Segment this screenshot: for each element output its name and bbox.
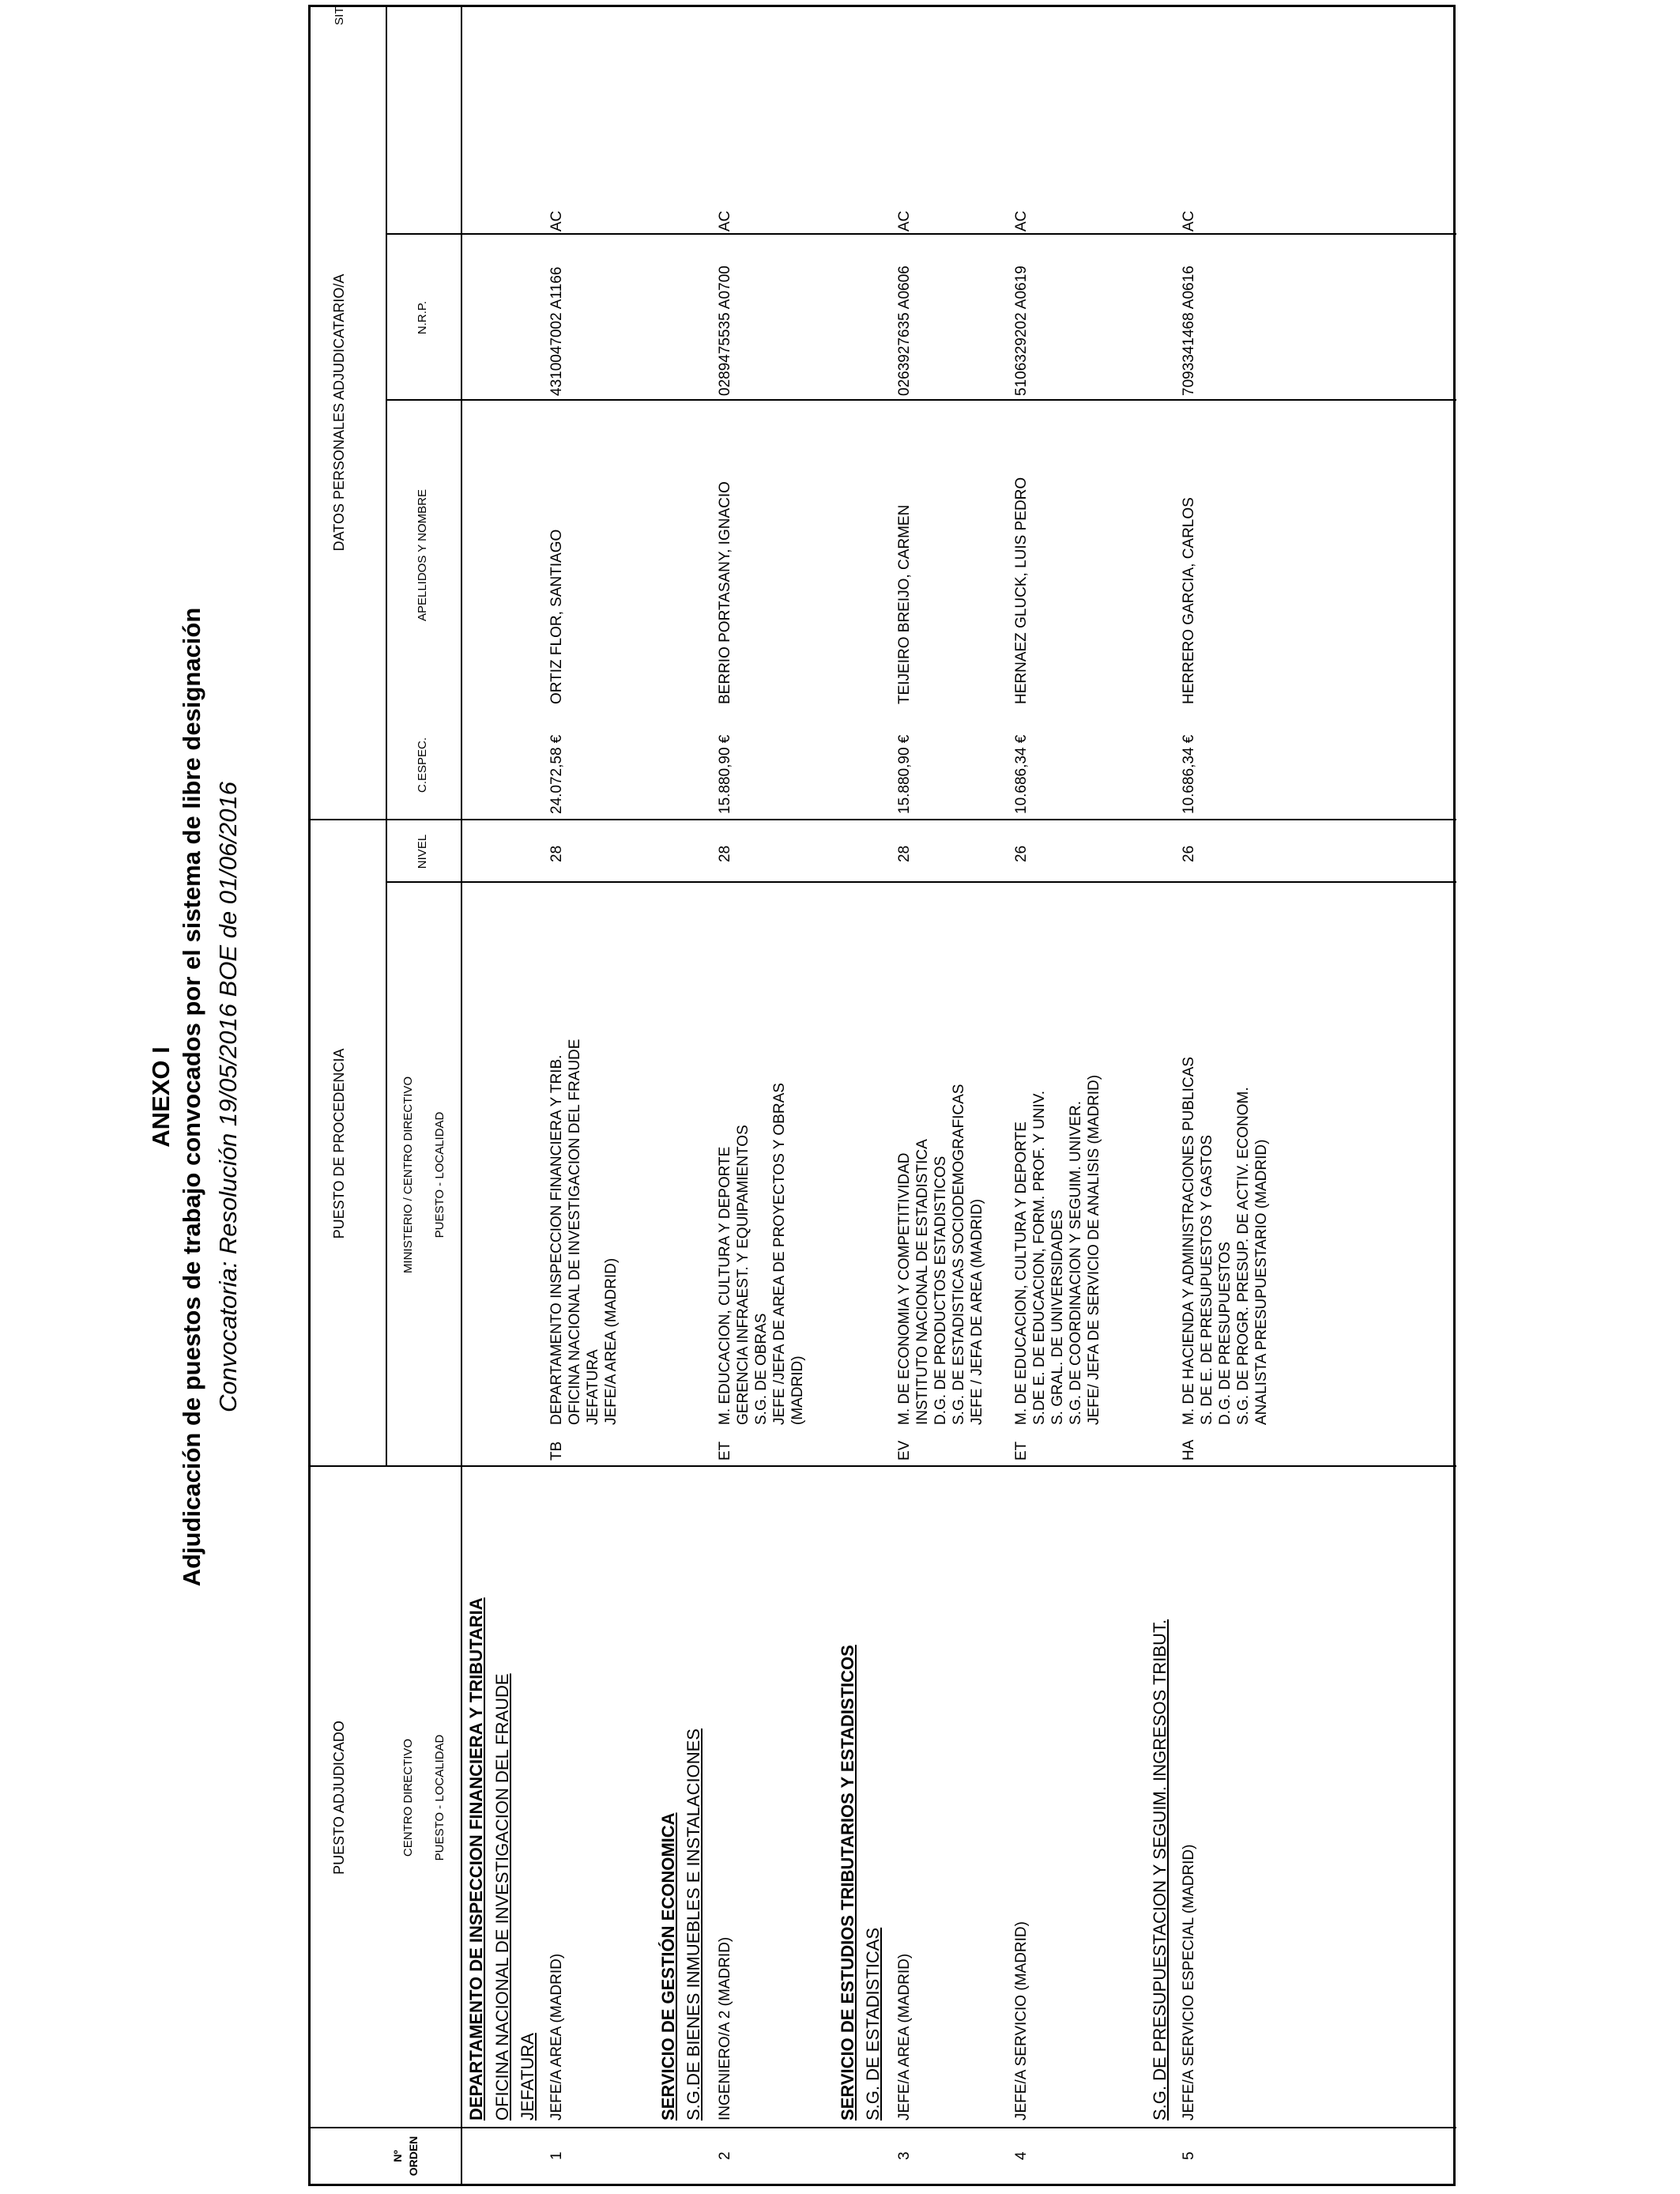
row-4-name: HERNAEZ GLUCK, LUIS PEDRO xyxy=(1013,477,1030,704)
row-4-nrp: 5106329202 A0619 xyxy=(1013,266,1030,396)
row-3-name: TEIJEIRO BREIJO, CARMEN xyxy=(896,504,913,704)
header-level: NIVEL xyxy=(416,834,429,869)
row-5-sit: AC xyxy=(1181,210,1197,232)
rule-origin xyxy=(386,881,1456,883)
row-1-group: TB xyxy=(548,1441,565,1461)
section-oficina: OFICINA NACIONAL DE INVESTIGACION DEL FRAUDE xyxy=(492,1673,512,2120)
row-4-cespec: 10.686,34 € xyxy=(1013,734,1030,814)
section-serv-estudios: SERVICIO DE ESTUDIOS TRIBUTARIOS Y ESTADISTICOS xyxy=(838,1645,857,2120)
section-sg-bienes: S.G.DE BIENES INMUEBLES E INSTALACIONES xyxy=(684,1728,703,2120)
row-5-cespec: 10.686,34 € xyxy=(1181,734,1197,814)
rule-order xyxy=(311,2127,1456,2128)
section-jefatura: JEFATURA xyxy=(518,2033,537,2120)
row-5-origin: M. DE HACIENDA Y ADMINISTRACIONES PUBLICAS S. DE E. DE PRESUPUESTOS Y GASTOS D.G. DE PRESUPUESTOS S.G. DE PROGR. PRESUP. DE ACTIV. ECONOM. ANALISTA PRESUPUESTARIO (MADRID) xyxy=(1181,1057,1270,1425)
row-1-level: 28 xyxy=(548,845,565,862)
rule-awarded xyxy=(311,1465,1456,1467)
row-4-awarded: JEFE/A SERVICIO (MADRID) xyxy=(1013,1921,1030,2120)
row-3-cespec: 15.880,90 € xyxy=(896,734,913,814)
rule-header-bottom xyxy=(461,5,462,2184)
row-1-awarded: JEFE/A AREA (MADRID) xyxy=(548,1953,565,2120)
row-3-level: 28 xyxy=(896,845,913,862)
row-1-sit: AC xyxy=(548,210,565,232)
header-awarded-sub1: CENTRO DIRECTIVO xyxy=(401,1738,415,1857)
row-3-origin: M. DE ECONOMIA Y COMPETITIVIDAD INSTITUTO NACIONAL DE ESTADISTICA D.G. DE PRODUCTOS ESTADISTICOS S.G. DE ESTADISTICAS SOCIODEMOGRAFICAS JEFE / JEFA DE AREA (MADRID) xyxy=(896,1084,985,1425)
row-5-nrp: 7093341468 A0616 xyxy=(1181,266,1197,396)
row-1-order: 1 xyxy=(548,2151,565,2160)
header-origin-sub1: MINISTERIO / CENTRO DIRECTIVO xyxy=(401,1076,415,1274)
row-3-sit: AC xyxy=(896,210,913,232)
rule-level xyxy=(311,819,1456,820)
header-personal: DATOS PERSONALES ADJUDICATARIO/A xyxy=(331,273,347,552)
row-3-awarded: JEFE/A AREA (MADRID) xyxy=(896,1953,913,2120)
header-origin-sub2: PUESTO - LOCALIDAD xyxy=(433,1111,446,1238)
row-5-level: 26 xyxy=(1181,845,1197,862)
section-sg-estadisticas: S.G. DE ESTADISTICAS xyxy=(863,1927,883,2120)
header-order: Nº ORDEN xyxy=(391,2136,420,2177)
row-3-group: EV xyxy=(896,1440,913,1461)
row-1-nrp: 4310047002 A1166 xyxy=(548,266,565,396)
annex-title: ANEXO I xyxy=(147,1046,175,1148)
row-4-origin: M. DE EDUCACION, CULTURA Y DEPORTE S.DE E. DE EDUCACION, FORM. PROF. Y UNIV. S. GRAL. DE UNIVERSIDADES S.G. DE COORDINACION Y SEGUIM. UNIVER. JEFE/ JEFA DE SERVICIO DE ANALISIS (MADRID) xyxy=(1013,1074,1102,1425)
row-3-nrp: 0263927635 A0606 xyxy=(896,266,913,396)
header-awarded-sub2: PUESTO - LOCALIDAD xyxy=(433,1734,446,1861)
row-4-group: ET xyxy=(1013,1441,1030,1461)
row-2-order: 2 xyxy=(717,2151,733,2160)
header-sit: SIT. xyxy=(333,5,346,25)
header-cespec: C.ESPEC. xyxy=(416,737,429,794)
row-5-group: HA xyxy=(1181,1439,1197,1461)
awards-table xyxy=(308,5,1456,2186)
call-reference: Convocatoria: Resolución 19/05/2016 BOE de 01/06/2016 xyxy=(214,782,242,1412)
row-2-level: 28 xyxy=(717,845,733,862)
row-3-order: 3 xyxy=(896,2151,913,2160)
row-2-name: BERRIO PORTASANY, IGNACIO xyxy=(717,481,733,704)
section-serv-gestion: SERVICIO DE GESTIÓN ECONOMICA xyxy=(658,1812,678,2120)
row-2-nrp: 0289475535 A0700 xyxy=(717,266,733,396)
row-4-sit: AC xyxy=(1013,210,1030,232)
row-2-group: ET xyxy=(717,1441,733,1461)
rule-header-group xyxy=(386,5,387,1467)
section-sg-presupuestacion: S.G. DE PRESUPUESTACION Y SEGUIM. INGRESOS TRIBUT. xyxy=(1150,1619,1170,2120)
row-2-awarded: INGENIERO/A 2 (MADRID) xyxy=(717,1936,733,2120)
header-awarded: PUESTO ADJUDICADO xyxy=(331,1721,347,1875)
header-origin: PUESTO DE PROCEDENCIA xyxy=(331,1048,347,1239)
rule-cespec xyxy=(386,399,1456,401)
row-2-origin: M. EDUCACION, CULTURA Y DEPORTE GERENCIA INFRAEST. Y EQUIPAMIENTOS S.G. DE OBRAS JEFE /JEFA DE AREA DE PROYECTOS Y OBRAS (MADRID) xyxy=(717,1083,806,1425)
document-title: Adjudicación de puestos de trabajo convocados por el sistema de libre designación xyxy=(178,607,205,1587)
row-4-level: 26 xyxy=(1013,845,1030,862)
row-1-origin: DEPARTAMENTO INSPECCION FINANCIERA Y TRIB. OFICINA NACIONAL DE INVESTIGACION DEL FRAUDE JEFATURA JEFE/A AREA (MADRID) xyxy=(548,1039,620,1425)
section-dept: DEPARTAMENTO DE INSPECCION FINANCIERA Y TRIBUTARIA xyxy=(466,1597,486,2120)
row-5-awarded: JEFE/A SERVICIO ESPECIAL (MADRID) xyxy=(1181,1844,1197,2120)
row-5-name: HERRERO GARCIA, CARLOS xyxy=(1181,497,1197,704)
row-1-name: ORTIZ FLOR, SANTIAGO xyxy=(548,529,565,704)
row-2-cespec: 15.880,90 € xyxy=(717,734,733,814)
rule-names xyxy=(386,233,1456,235)
header-nrp: N.R.P. xyxy=(416,300,429,335)
row-5-order: 5 xyxy=(1181,2151,1197,2160)
row-2-sit: AC xyxy=(717,210,733,232)
header-names: APELLIDOS Y NOMBRE xyxy=(416,489,429,622)
row-1-cespec: 24.072,58 € xyxy=(548,734,565,814)
row-4-order: 4 xyxy=(1013,2151,1030,2160)
title-block xyxy=(146,0,244,2194)
